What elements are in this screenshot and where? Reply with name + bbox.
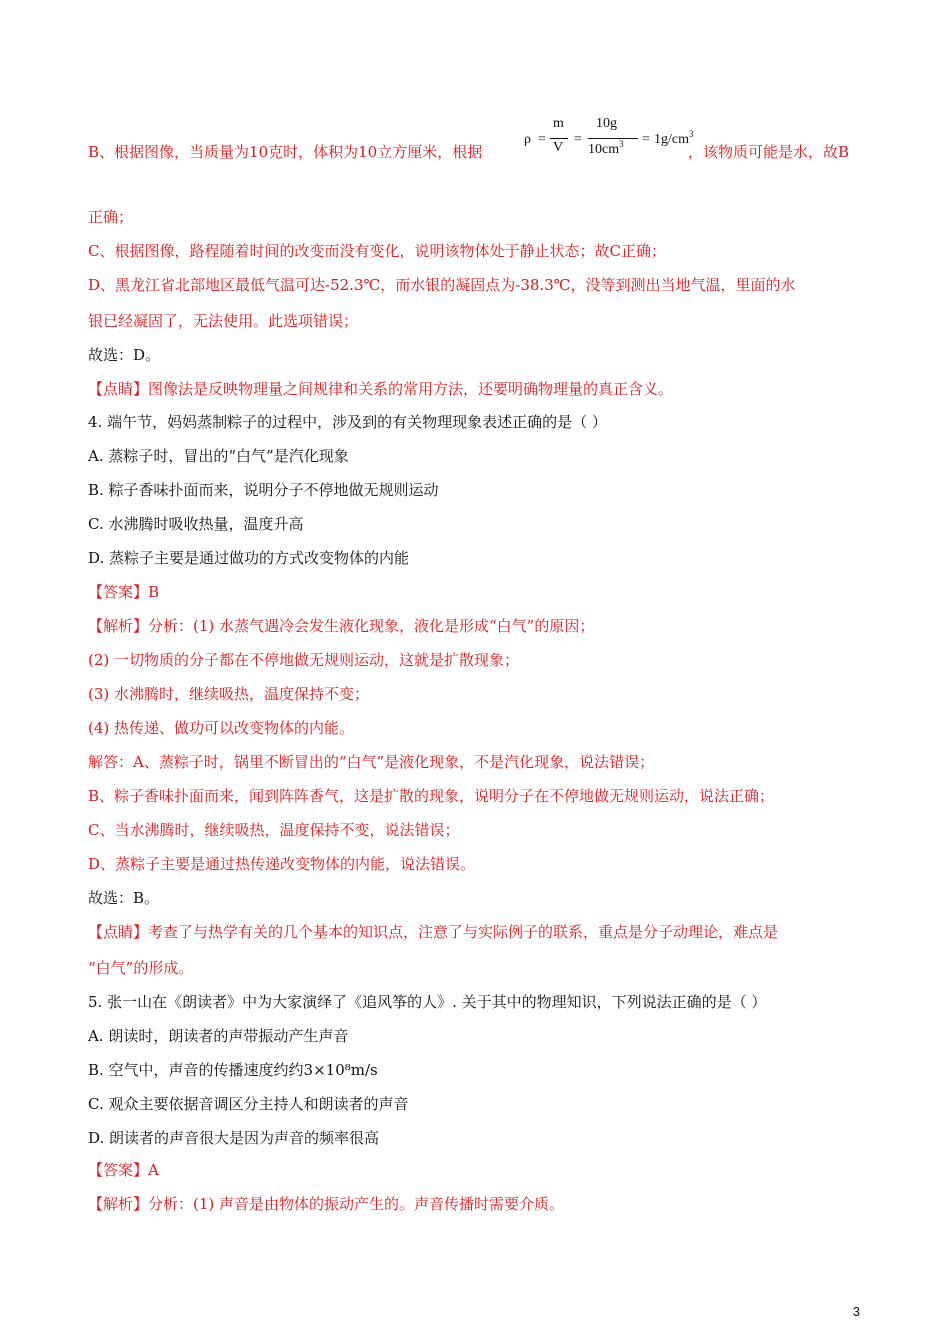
formula-eq3: = [642, 132, 650, 147]
q5-answer: 【答案】A [88, 1161, 159, 1179]
formula-bar-1 [550, 138, 568, 139]
page-number: 3 [852, 1304, 860, 1319]
text-line-3: C、根据图像，路程随着时间的改变而没有变化，说明该物体处于静止状态；故C正确； [88, 242, 666, 260]
q4-analysis-2: (2) 一切物质的分子都在不停地做无规则运动，这就是扩散现象； [88, 651, 520, 669]
q4-analysis-3: (3) 水沸腾时，继续吸热，温度保持不变； [88, 685, 370, 703]
formula-eq2: = [574, 132, 582, 147]
q4-option-a: A. 蒸粽子时，冒出的“白气”是汽化现象 [88, 447, 349, 465]
q4-option-d: D. 蒸粽子主要是通过做功的方式改变物体的内能 [88, 549, 410, 567]
q4-solution-b: B、粽子香味扑面而来，闻到阵阵香气，这是扩散的现象，说明分子在不停地做无规则运动，说法正确； [88, 787, 775, 805]
text-line-2: 正确； [88, 208, 134, 226]
formula-den: $10cm^3$ [588, 139, 624, 157]
density-formula [524, 112, 692, 172]
text-line-1a: B、根据图像，当质量为10克时，体积为10立方厘米，根据 [88, 143, 483, 161]
q4-answer: 【答案】B [88, 583, 160, 601]
tip-line-1: 【点睛】图像法是反映物理量之间规律和关系的常用方法，还要明确物理量的真正含义。 [88, 380, 674, 398]
formula-m: m [553, 116, 564, 131]
q4-choice: 故选：B。 [88, 889, 160, 907]
formula-bar-2 [588, 138, 638, 139]
formula-rho: ρ [524, 132, 531, 147]
q4-analysis-1: 【解析】分析：(1) 水蒸气遇冷会发生液化现象，液化是形成“白气”的原因； [88, 617, 595, 635]
q5-option-a: A. 朗读时，朗读者的声带振动产生声音 [88, 1027, 349, 1045]
q4-option-b: B. 粽子香味扑面而来，说明分子不停地做无规则运动 [88, 481, 439, 499]
q5-option-d: D. 朗读者的声音很大是因为声音的频率很高 [88, 1129, 380, 1147]
formula-result: $1g/cm^3$ [654, 129, 694, 147]
q5-option-c: C. 观众主要依据音调区分主持人和朗读者的声音 [88, 1095, 409, 1113]
formula-num: 10g [596, 116, 617, 131]
q4-tip-1: 【点睛】考查了与热学有关的几个基本的知识点，注意了与实际例子的联系，重点是分子动理论，难点是 [88, 923, 779, 941]
text-line-5: 银已经凝固了，无法使用。此选项错误； [88, 312, 359, 330]
text-line-4: D、黑龙江省北部地区最低气温可达-52.3℃，而水银的凝固点为-38.3℃，没等到测出当地气温，里面的水 [88, 276, 796, 294]
formula-V: V [553, 140, 564, 155]
q5-option-b: B. 空气中，声音的传播速度约约3×10⁸m/s [88, 1061, 378, 1079]
q4-solution-d: D、蒸粽子主要是通过热传递改变物体的内能，说法错误。 [88, 855, 476, 873]
q4-analysis-4: (4) 热传递、做功可以改变物体的内能。 [88, 719, 355, 737]
q5-analysis-1: 【解析】分析：(1) 声音是由物体的振动产生的。声音传播时需要介质。 [88, 1195, 565, 1213]
text-line-6: 故选：D。 [88, 346, 161, 364]
q4-solution-a: 解答：A、蒸粽子时，锅里不断冒出的“白气”是液化现象，不是汽化现象，说法错误； [88, 753, 655, 771]
question-5: 5. 张一山在《朗读者》中为大家演绎了《追风筝的人》. 关于其中的物理知识，下列说法正确的是（ ） [88, 993, 767, 1011]
q4-solution-c: C、当水沸腾时，继续吸热，温度保持不变，说法错误； [88, 821, 460, 839]
q4-option-c: C. 水沸腾时吸收热量，温度升高 [88, 515, 304, 533]
question-4: 4. 端午节，妈妈蒸制粽子的过程中，涉及到的有关物理现象表述正确的是（ ） [88, 413, 607, 431]
formula-eq1: = [538, 132, 546, 147]
text-line-1b: ，该物质可能是水，故B [688, 143, 850, 161]
q4-tip-2: “白气”的形成。 [88, 959, 194, 977]
